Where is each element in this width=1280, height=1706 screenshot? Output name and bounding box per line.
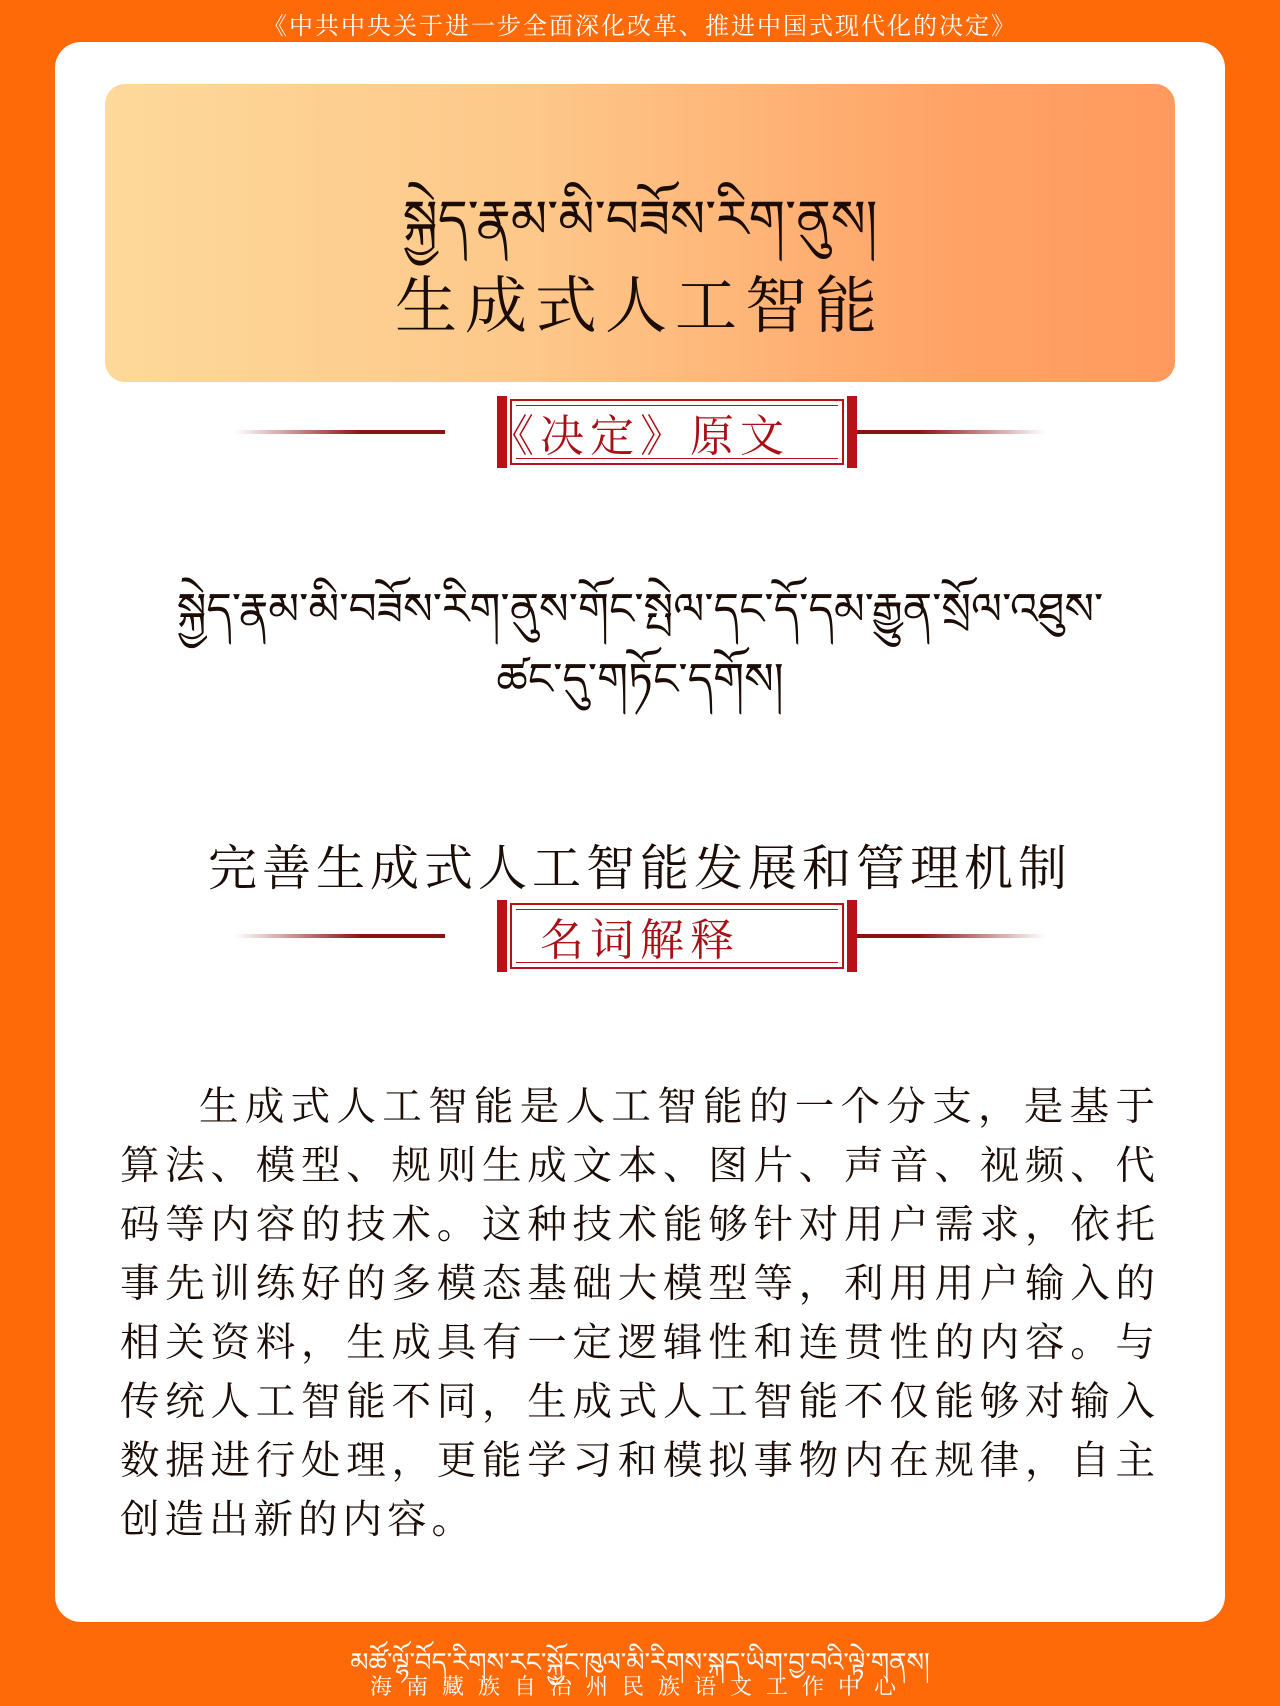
document-source-caption: 《中共中央关于进一步全面深化改革、推进中国式现代化的决定》 — [263, 12, 1017, 40]
decision-text-chinese: 完善生成式人工智能发展和管理机制 — [207, 840, 1072, 897]
title-chinese: 生成式人工智能 — [394, 269, 885, 342]
section-header-glossary — [235, 900, 1045, 972]
title-banner — [105, 84, 1175, 382]
section-label-original: 《决定》原文 — [490, 411, 790, 462]
section-label-glossary: 名词解释 — [540, 915, 740, 966]
footer-organization-chinese: 海南藏族自治州民族语文工作中心 — [369, 1675, 910, 1700]
title-tibetan: སྐྱེད་རྣམ་མི་བཟོས་རིག་ནུས། — [402, 190, 878, 250]
term-explanation-paragraph: 生成式人工智能是人工智能的一个分支，是基于算法、模型、规则生成文本、图片、声音、视频、代码等内容的技术。这种技术能够针对用户需求，依托事先训练好的多模态基础大模型等，利用用户输入的相关资料，生成具有一定逻辑性和连贯性的内容。与传统人工智能不同，生成式人工智能不仅能够对输入数据进行处理，更能学习和模拟事物内在规律，自主创造出新的内容。 — [120, 1084, 1160, 1543]
footer-organization-tibetan: མཚོ་ལྷོ་བོད་རིགས་རང་སྐྱོང་ཁུལ་མི་རིགས་སྐད་ཡིག་བྱ་བའི་ལྟེ་གནས། — [350, 1648, 930, 1678]
content-card — [55, 42, 1225, 1622]
decision-text-tibetan: སྐྱེད་རྣམ་མི་བཟོས་རིག་ནུས་གོང་སྤེལ་དང་དོ་དམ་རྒྱུན་སྲོལ་འཐུས་ཚང་དུ་གཏོང་དགོས། — [176, 584, 1104, 705]
section-header-original — [235, 396, 1045, 468]
